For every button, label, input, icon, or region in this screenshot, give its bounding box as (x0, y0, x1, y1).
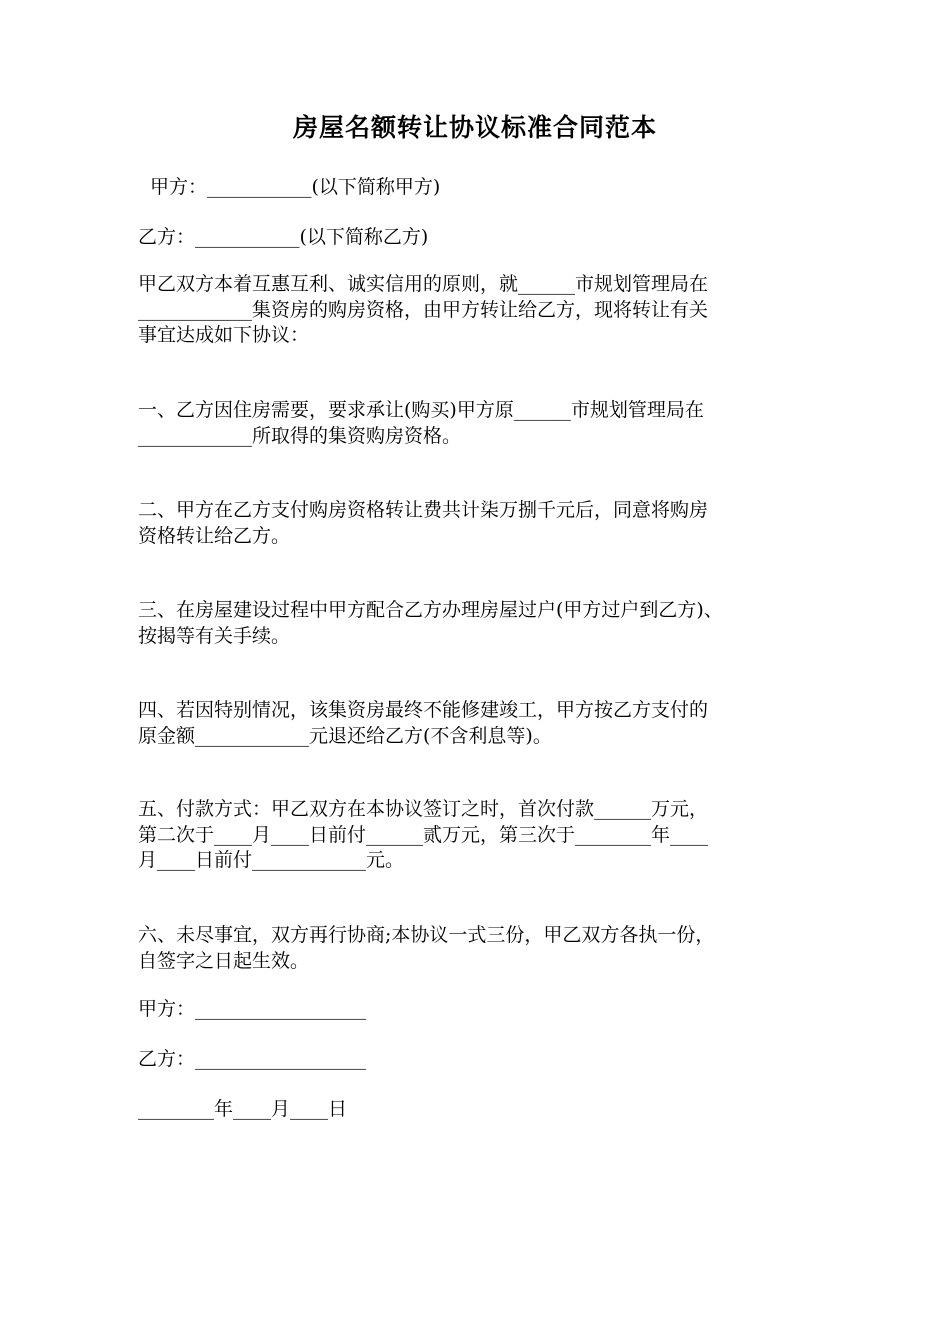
party-b-header: 乙方：___________(以下简称乙方) (138, 226, 429, 248)
clause-6: 六、未尽事宜，双方再行协商;本协议一式三份，甲乙双方各执一份， 自签字之日起生效。 (138, 924, 715, 972)
clause-5: 五、付款方式：甲乙双方在本协议签订之时，首次付款______万元， 第二次于____月____日前付______贰万元，第三次于________年____ 月____日前付____________元。 (138, 798, 709, 871)
clause-3: 三、在房屋建设过程中甲方配合乙方办理房屋过户(甲方过户到乙方)、 按揭等有关手续。 (138, 599, 723, 647)
party-a-header: 甲方：___________(以下简称甲方) (150, 176, 441, 198)
signature-date: ________年____月____日 (138, 1098, 348, 1120)
clause-2: 二、甲方在乙方支付购房资格转让费共计柒万捌千元后，同意将购房 资格转让给乙方。 (138, 499, 709, 547)
document-title: 房屋名额转让协议标准合同范本 (292, 113, 657, 142)
clause-4: 四、若因特别情况，该集资房最终不能修建竣工，甲方按乙方支付的 原金额____________元退还给乙方(不含利息等)。 (138, 699, 709, 747)
signature-party-a: 甲方：__________________ (138, 998, 367, 1020)
intro-paragraph: 甲乙双方本着互惠互利、诚实信用的原则，就______市规划管理局在 ____________集资房的购房资格，由甲方转让给乙方，现将转让有关 事宜达成如下协议： (138, 273, 709, 346)
clause-1: 一、乙方因住房需要，要求承让(购买)甲方原______市规划管理局在 ____________所取得的集资购房资格。 (138, 399, 704, 447)
signature-party-b: 乙方：__________________ (138, 1048, 367, 1070)
